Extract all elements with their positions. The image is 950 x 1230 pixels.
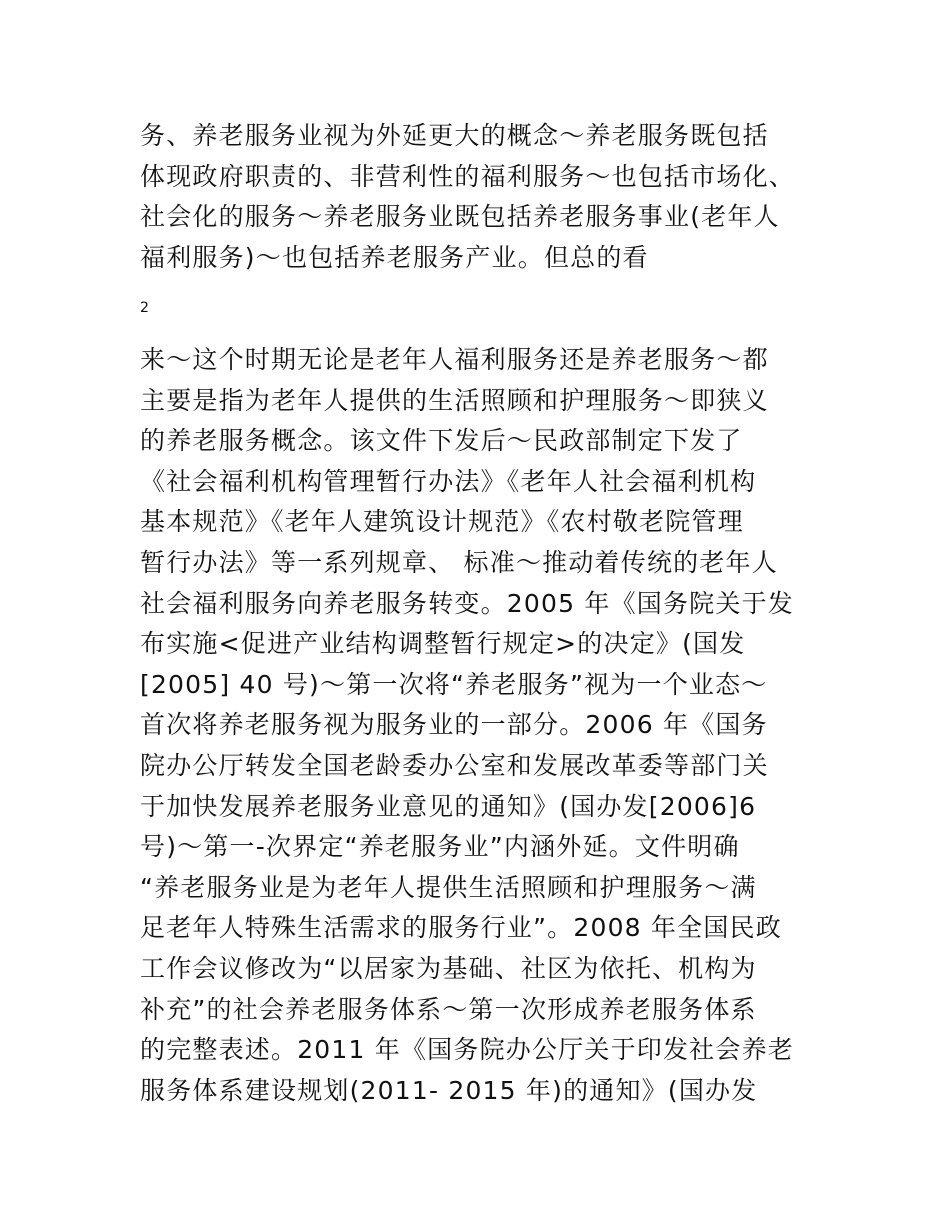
text-line: 于加快发展养老服务业意见的通知》(国办发[2006]6 bbox=[140, 791, 757, 821]
text-line: 《社会福利机构管理暂行办法》《老年人社会福利机构 bbox=[140, 466, 757, 496]
text-line: 足老年人特殊生活需求的服务行业”。2008 年全国民政 bbox=[140, 913, 782, 943]
text-line: 布实施<促进产业结构调整暂行规定>的决定》(国发 bbox=[140, 629, 746, 659]
paragraph-main bbox=[140, 340, 820, 1111]
text-line: 补充”的社会养老服务体系～第一次形成养老服务体系 bbox=[140, 994, 757, 1024]
text-line: 基本规范》《老年人建筑设计规范》《农村敬老院管理 bbox=[140, 507, 744, 537]
text-line: 社会化的服务～养老服务业既包括养老服务事业(老年人 bbox=[140, 202, 780, 232]
text-line: 来～这个时期无论是老年人福利服务还是养老服务～都 bbox=[140, 345, 769, 374]
paragraph-top bbox=[140, 116, 820, 278]
text-line: “养老服务业是为老年人提供生活照顾和护理服务～满 bbox=[140, 872, 757, 902]
text-line: 院办公厅转发全国老龄委办公室和发展改革委等部门关 bbox=[140, 750, 769, 780]
text-line: 服务体系建设规划(2011- 2015 年)的通知》(国办发 bbox=[140, 1075, 758, 1105]
text-line: 首次将养老服务视为服务业的一部分。2006 年《国务 bbox=[140, 710, 768, 740]
text-line: 暂行办法》等一系列规章、 标准～推动着传统的老年人 bbox=[140, 547, 778, 577]
text-line: 号)～第一-次界定“养老服务业”内涵外延。文件明确 bbox=[140, 832, 740, 862]
page-number: 2 bbox=[140, 300, 149, 316]
text-line: 主要是指为老年人提供的生活照顾和护理服务～即狭义 bbox=[140, 385, 769, 415]
text-line: 的完整表述。2011 年《国务院办公厅关于印发社会养老 bbox=[140, 1035, 794, 1065]
text-line: 体现政府职责的、非营利性的福利服务～也包括市场化、 bbox=[140, 161, 796, 191]
text-line: 工作会议修改为“以居家为基础、社区为依托、机构为 bbox=[140, 953, 757, 983]
text-line: 务、养老服务业视为外延更大的概念～养老服务既包括 bbox=[140, 121, 769, 150]
text-line: 福利服务)～也包括养老服务产业。但总的看 bbox=[140, 242, 649, 272]
text-line: [2005] 40 号)～第一次将“养老服务”视为一个业态～ bbox=[140, 669, 768, 699]
text-line: 的养老服务概念。该文件下发后～民政部制定下发了 bbox=[140, 426, 743, 456]
text-line: 社会福利服务向养老服务转变。2005 年《国务院关于发 bbox=[140, 588, 794, 618]
